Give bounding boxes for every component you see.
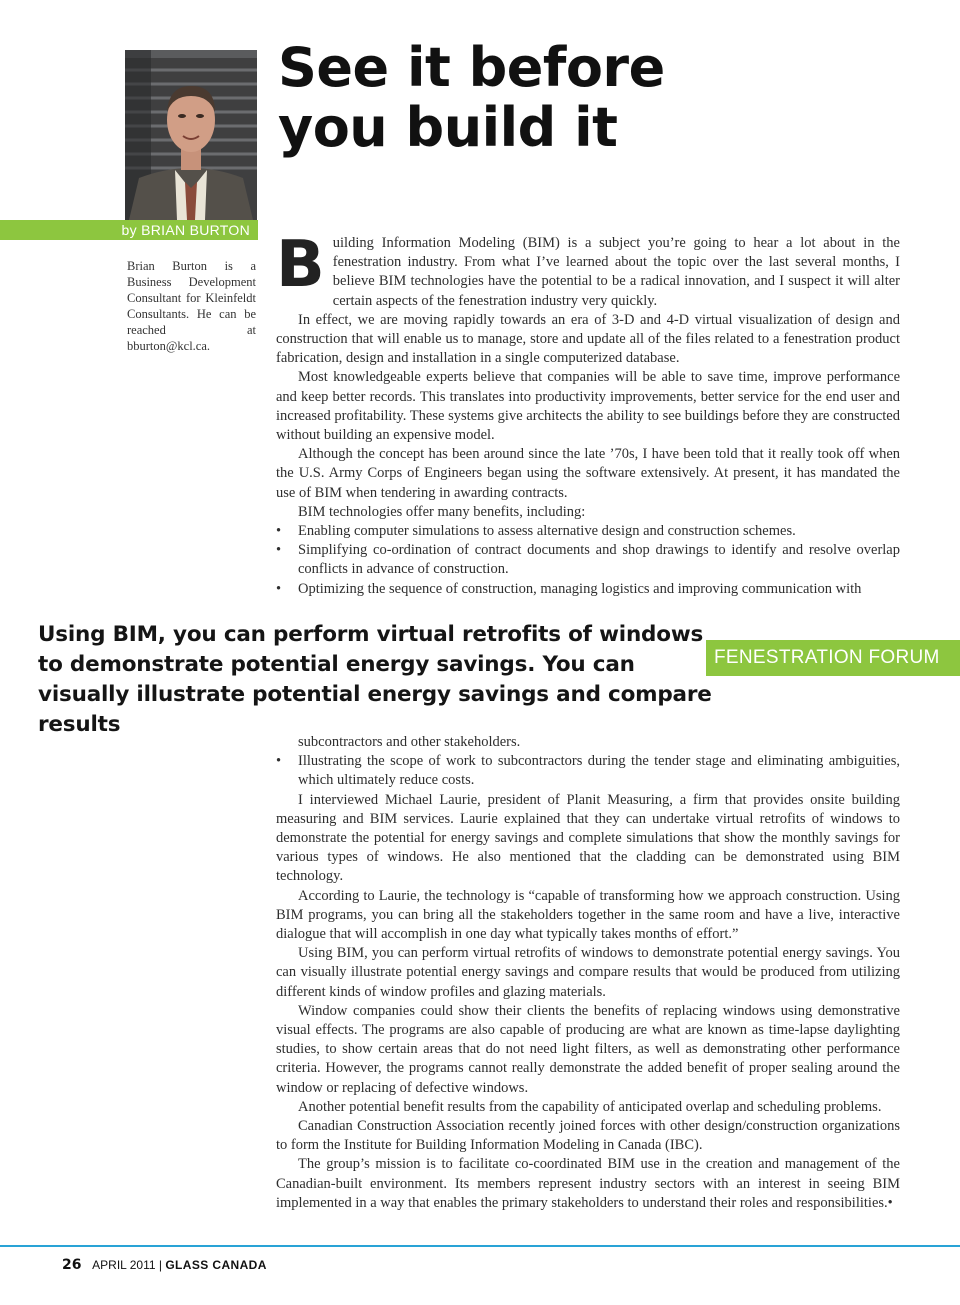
bullet-icon: • — [276, 542, 282, 559]
paragraph: Window companies could show their clients the benefits of replacing windows using demonstrative visual effects. The programs are also capable of producing are what are known as time-lapse daylighting studies, to show certain areas that do not need light filters, as well as demonstrating other performance criteria. However, the programs cannot really demonstrate the added benefit of proper sealing around the window or replacing of defective windows. — [276, 1002, 900, 1096]
benefits-list-continued — [276, 733, 900, 791]
list-item-text: Optimizing the sequence of construction, managing logistics and improving communication with — [298, 580, 862, 597]
bullet-icon: • — [276, 580, 282, 597]
section-tag: FENESTRATION FORUM — [714, 647, 940, 668]
section-tag-bar — [706, 640, 960, 676]
paragraph: According to Laurie, the technology is “capable of transforming how we approach construction. Using BIM programs, you can bring all the stakeholders together in the same room and have a live, interactive dialogue that will accomplish in one day what typically takes months of effort.” — [276, 887, 900, 943]
bullet-icon: • — [276, 753, 282, 770]
byline-bar — [0, 220, 258, 240]
paragraph: Using BIM, you can perform virtual retrofits of windows to demonstrate potential energy savings. You can visually illustrate potential energy savings and compare results that would be produced from utilizing different kinds of window profiles and glazing materials. — [276, 945, 900, 1000]
article-title — [278, 38, 798, 158]
paragraph: In effect, we are moving rapidly towards an era of 3-D and 4-D virtual visualization of design and construction that will enable us to manage, store and update all of the files related to a fenestration product fabrication, design and installation in a single computerized database. — [276, 311, 900, 367]
page-footer — [62, 1256, 267, 1274]
paragraph: Most knowledgeable experts believe that companies will be able to save time, improve performance and keep better records. This translates into productivity improvements, better service for the end user and increased profitability. These systems give architects the ability to see buildings before they are constructed without building an expensive model. — [276, 369, 900, 444]
author-photo — [125, 50, 257, 220]
magazine-name: GLASS CANADA — [165, 1258, 267, 1272]
issue-date: APRIL 2011 | — [92, 1258, 162, 1272]
paragraph: The group’s mission is to facilitate co-coordinated BIM use in the creation and management of the Canadian-built environment. Its members represent industry sectors with an interest in seeing BIM implemented in a way that enables the primary stakeholders to understand their roles and responsibilities.• — [276, 1156, 900, 1211]
list-item-text: Enabling computer simulations to assess alternative design and construction schemes. — [298, 523, 796, 540]
list-item — [276, 580, 900, 599]
page-number: 26 — [62, 1257, 82, 1273]
body-column-bottom — [276, 733, 900, 1213]
author-portrait-illustration — [125, 50, 257, 220]
paragraph-intro — [276, 228, 900, 311]
title-line-1: See it before — [278, 36, 665, 99]
list-item-text: Simplifying co-ordination of contract documents and shop drawings to identify and resolve overlap conflicts in advance of construction. — [298, 542, 900, 578]
paragraph: Another potential benefit results from the capability of anticipated overlap and scheduling problems. — [298, 1098, 882, 1115]
drop-cap: B — [276, 228, 325, 302]
list-item — [276, 752, 900, 790]
list-item — [276, 541, 900, 579]
paragraph: Canadian Construction Association recently joined forces with other design/construction organizations to form the Institute for Building Information Modeling in Canada (IBC). — [276, 1118, 900, 1154]
author-bio: Brian Burton is a Business Development Consultant for Kleinfeldt Consultants. He can be reached at bburton@kcl.ca. — [127, 259, 256, 353]
paragraph-intro-text: uilding Information Modeling (BIM) is a subject you’re going to hear a lot about in the fenestration industry. From what I’ve learned about the topic over the last several months, I believe BIM technologies have the potential to be a radical innovation, and I suspect it will alter certain aspects of the fenestration industry very quickly. — [332, 235, 900, 309]
list-item-text: subcontractors and other stakeholders. — [298, 734, 521, 750]
list-item-continued — [276, 733, 900, 752]
byline: by BRIAN BURTON — [121, 222, 250, 238]
paragraph: Although the concept has been around since the late ’70s, I have been told that it really took off when the U.S. Army Corps of Engineers began using the software extensively. At present, it has mandated the use of BIM when tendering in awarding contracts. — [276, 446, 900, 501]
pull-quote: Using BIM, you can perform virtual retrofits of windows to demonstrate potential energy savings. You can visually illustrate potential energy savings and compare results — [38, 622, 712, 737]
list-item — [276, 522, 900, 541]
list-item-text: Illustrating the scope of work to subcontractors during the tender stage and eliminating ambiguities, which ultimately reduce costs. — [298, 753, 900, 789]
footer-rule — [0, 1245, 960, 1247]
benefits-list — [276, 522, 900, 599]
title-line-2: you build it — [278, 96, 618, 159]
paragraph: BIM technologies offer many benefits, including: — [298, 503, 586, 520]
body-column-top — [276, 228, 900, 599]
bullet-icon: • — [276, 523, 282, 540]
paragraph: I interviewed Michael Laurie, president of Planit Measuring, a firm that provides onsite building measuring and BIM services. Laurie explained that they can undertake virtual retrofits of windows to demonstrate the potential for energy savings and complete simulations that show the monthly savings for various types of windows. He also mentioned that the cladding can be demonstrated using BIM technology. — [276, 791, 900, 885]
